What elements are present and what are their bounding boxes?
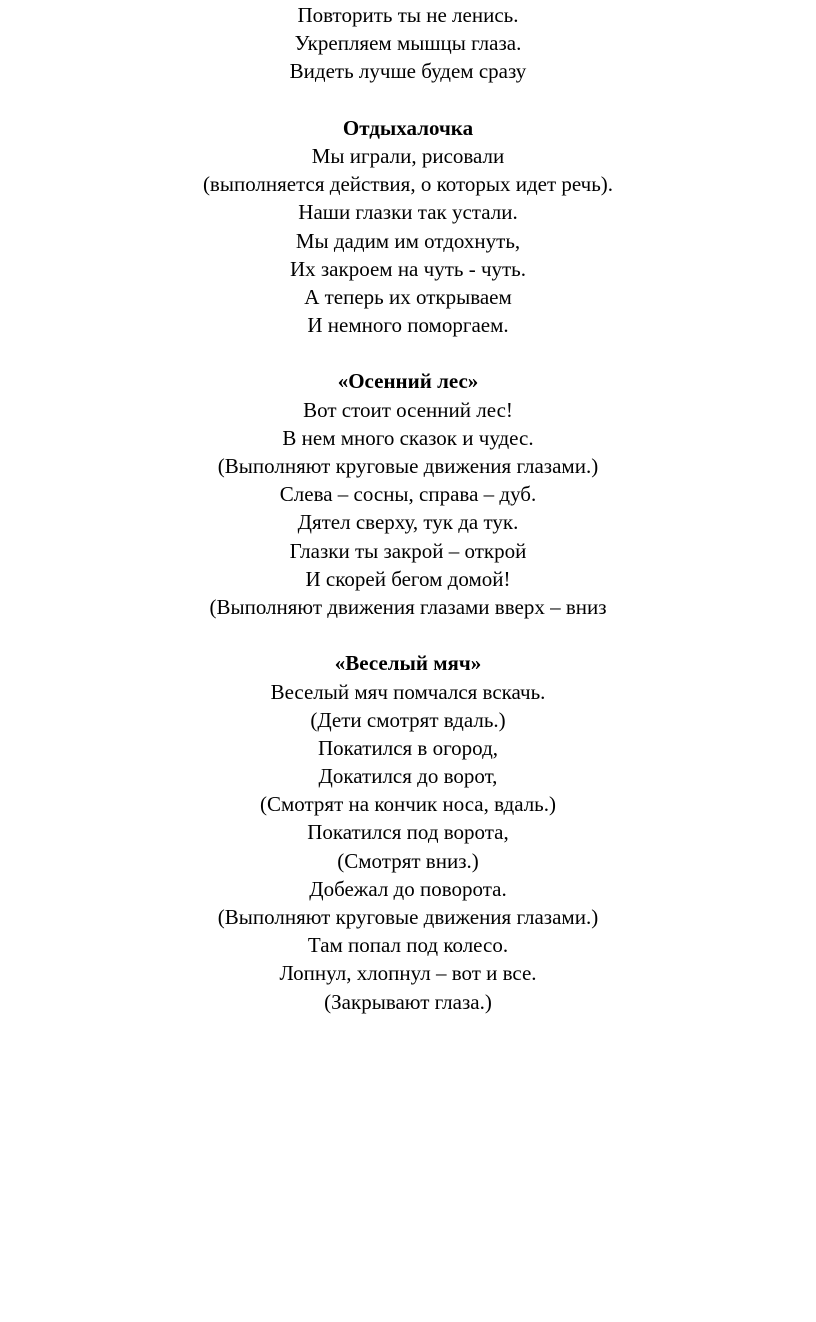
poem-line: Дятел сверху, тук да тук. <box>297 510 519 535</box>
poem-line: Там попал под колесо. <box>307 933 509 958</box>
poem-line: Слева – сосны, справа – дуб. <box>279 482 537 507</box>
poem-line: (Смотрят на кончик носа, вдаль.) <box>259 792 556 817</box>
poem-line: В нем много сказок и чудес. <box>282 425 534 450</box>
poem-line: Добежал до поворота. <box>309 876 507 901</box>
poem-line: (Выполняют круговые движения глазами.) <box>217 454 599 478</box>
poem-line: Повторить ты не ленись. <box>297 3 519 27</box>
poem-line: А теперь их открываем <box>304 284 512 309</box>
stanza-gap <box>0 339 816 367</box>
poem-line: (Выполняют круговые движения глазами.) <box>217 905 599 929</box>
poem-title: «Осенний лес» <box>337 369 479 394</box>
poem-line: Наши глазки так устали. <box>298 200 518 225</box>
poem-veselyy-myach <box>0 649 816 1015</box>
poem-line: Глазки ты закрой – открой <box>289 538 527 563</box>
poem-line: Видеть лучше будем сразу <box>289 59 527 84</box>
poem-title: «Веселый мяч» <box>334 651 482 676</box>
poem-line: Мы дадим им отдохнуть, <box>295 228 521 253</box>
poem-line: И скорей бегом домой! <box>305 566 511 591</box>
poem-line: (Выполняют движения глазами вверх – вниз <box>209 594 607 619</box>
poem-line: Докатился до ворот, <box>318 764 498 789</box>
poem-osenniy-les <box>0 367 816 621</box>
poem-otdykhalochka <box>0 114 816 340</box>
poem-line: (Дети смотрят вдаль.) <box>310 707 506 732</box>
poem-line: Покатился под ворота, <box>307 820 509 845</box>
poem-line: Вот стоит осенний лес! <box>303 397 513 422</box>
poem-line: (Смотрят вниз.) <box>337 848 479 873</box>
poem-line: Покатился в огород, <box>317 735 499 760</box>
stanza-gap <box>0 86 816 114</box>
poem-line: Лопнул, хлопнул – вот и все. <box>279 961 537 986</box>
poem-line: Их закроем на чуть - чуть. <box>289 256 527 281</box>
poem-title: Отдыхалочка <box>342 115 474 140</box>
intro-stanza <box>0 1 816 86</box>
poem-line: Веселый мяч помчался вскачь. <box>270 679 546 704</box>
poem-line: Укрепляем мышцы глаза. <box>294 31 522 56</box>
poem-line: И немного поморгаем. <box>307 313 509 338</box>
poem-line: Мы играли, рисовали <box>311 143 505 168</box>
poem-line: (Закрывают глаза.) <box>324 989 492 1014</box>
poem-line: (выполняется действия, о которых идет речь). <box>202 172 614 197</box>
stanza-gap <box>0 621 816 649</box>
